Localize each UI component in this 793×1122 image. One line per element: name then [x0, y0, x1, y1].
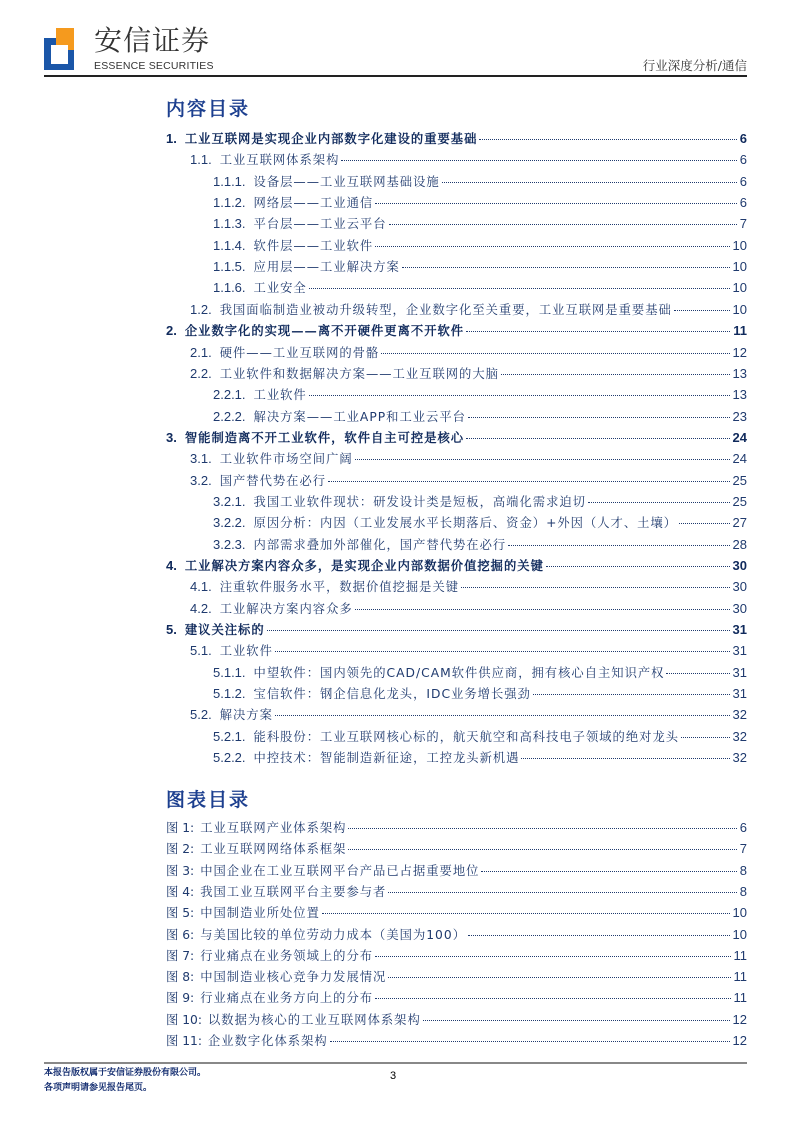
figure-entry[interactable] [166, 862, 747, 880]
figure-entry[interactable] [166, 926, 747, 944]
entry-number: 4.1. [190, 579, 212, 595]
toc-entry[interactable] [190, 600, 747, 618]
toc-entry[interactable] [213, 728, 747, 746]
entry-number: 1.1.4. [213, 237, 246, 253]
entry-label: 工业互联网是实现企业内部数字化建设的重要基础 [184, 131, 478, 146]
entry-page: 24 [732, 429, 747, 445]
entry-page: 6 [739, 131, 747, 146]
leader-dots [402, 267, 730, 268]
leader-dots [674, 310, 730, 311]
entry-page: 30 [732, 579, 747, 595]
entry-number: 3.1. [190, 451, 212, 467]
toc-entry[interactable] [213, 536, 747, 554]
entry-label: 工业解决方案内容众多，是实现企业内部数据价值挖掘的关键 [184, 558, 544, 573]
entry-label: 注重软件服务水平，数据价值挖掘是关键 [219, 580, 460, 595]
leader-dots [666, 673, 729, 674]
footer-disclaimer: 各项声明请参见报告尾页。 [44, 1083, 153, 1093]
entry-page: 6 [739, 152, 747, 168]
leader-dots [348, 828, 736, 829]
leader-dots [355, 459, 730, 460]
entry-label: 我国面临制造业被动升级转型，企业数字化至关重要，工业互联网是重要基础 [219, 302, 672, 317]
entry-page: 7 [739, 841, 747, 857]
leader-dots [322, 913, 730, 914]
leader-dots [521, 758, 729, 759]
entry-page: 30 [732, 600, 747, 616]
toc-entry[interactable] [213, 173, 747, 191]
figure-entry[interactable] [166, 819, 747, 837]
entry-label: 国产替代势在必行 [219, 473, 327, 488]
leader-dots [375, 246, 729, 247]
leader-dots [389, 224, 737, 225]
leader-dots [330, 1041, 730, 1042]
entry-page: 32 [732, 728, 747, 744]
figure-entry[interactable] [166, 947, 747, 965]
entry-number: 图 3: [166, 863, 195, 878]
leader-dots [681, 737, 729, 738]
entry-page: 28 [732, 536, 747, 552]
leader-dots [501, 374, 730, 375]
entry-label: 我国工业互联网平台主要参与者 [200, 884, 387, 899]
entry-number: 2.2.1. [213, 387, 246, 403]
leader-dots [275, 651, 730, 652]
entry-label: 能科股份：工业互联网核心标的，航天航空和高科技电子领域的绝对龙头 [253, 729, 680, 744]
entry-page: 10 [732, 905, 747, 921]
entry-number: 图 8: [166, 970, 195, 985]
entry-page: 12 [732, 344, 747, 360]
entry-label: 宝信软件：钢企信息化龙头，IDC业务增长强劲 [253, 687, 531, 702]
entry-number: 5.2.1. [213, 728, 246, 744]
figure-entry[interactable] [166, 968, 747, 986]
toc-entry[interactable] [213, 749, 747, 767]
toc-entry[interactable] [190, 151, 747, 169]
entry-label: 行业痛点在业务方向上的分布 [200, 991, 374, 1006]
entry-page: 10 [732, 280, 747, 296]
toc-entry[interactable] [190, 450, 747, 468]
toc-entry[interactable] [213, 493, 747, 511]
entry-number: 图 5: [166, 906, 195, 921]
entry-page: 27 [732, 515, 747, 531]
entry-number: 1.1.6. [213, 280, 246, 296]
entry-label: 解决方案——工业APP和工业云平台 [253, 409, 466, 424]
entry-label: 工业互联网网络体系框架 [200, 842, 347, 857]
entry-page: 31 [732, 664, 747, 680]
entry-label: 企业数字化体系架构 [208, 1034, 328, 1048]
entry-label: 工业软件 [219, 644, 273, 659]
entry-label: 工业解决方案内容众多 [219, 601, 353, 616]
header-divider [44, 75, 747, 77]
entry-number: 1. [166, 131, 177, 146]
entry-number: 图 1: [166, 821, 195, 835]
toc-entry[interactable] [166, 130, 747, 148]
figure-entry[interactable] [166, 840, 747, 858]
entry-number: 5.2.2. [213, 750, 246, 766]
entry-page: 11 [733, 323, 747, 339]
entry-page: 13 [732, 387, 747, 403]
entry-number: 5.2. [190, 707, 212, 723]
entry-number: 图 6: [166, 927, 195, 942]
leader-dots [381, 353, 729, 354]
entry-page: 11 [733, 947, 747, 963]
entry-number: 图 10: [166, 1012, 202, 1027]
entry-number: 1.1.2. [213, 195, 246, 211]
toc-entry[interactable] [166, 322, 747, 340]
leader-dots [468, 417, 730, 418]
leader-dots [546, 566, 730, 567]
toc-entry[interactable] [213, 664, 747, 682]
toc-entry[interactable] [190, 578, 747, 596]
entry-number: 2.1. [190, 344, 212, 360]
leader-dots [388, 892, 736, 893]
entry-page: 7 [739, 216, 747, 232]
logo [44, 28, 80, 70]
figure-entry[interactable] [166, 989, 747, 1007]
entry-label: 中控技术：智能制造新征途，工控龙头新机遇 [253, 751, 520, 766]
toc-entry[interactable] [190, 642, 747, 660]
entry-page: 12 [732, 1033, 747, 1048]
entry-number: 3.2.2. [213, 515, 246, 531]
figure-entry[interactable] [166, 1011, 747, 1029]
entry-page: 31 [732, 643, 747, 659]
entry-label: 解决方案 [219, 708, 273, 723]
footer-divider [44, 1062, 747, 1064]
leader-dots [479, 139, 736, 140]
toc-entry[interactable] [166, 557, 747, 575]
entry-page: 10 [732, 237, 747, 253]
figures-title: 图表目录 [166, 789, 251, 811]
entry-label: 工业安全 [253, 281, 307, 296]
leader-dots [388, 977, 730, 978]
leader-dots [468, 935, 730, 936]
leader-dots [355, 609, 730, 610]
toc-entry[interactable] [213, 514, 747, 532]
entry-label: 智能制造离不开工业软件，软件自主可控是核心 [184, 429, 465, 445]
leader-dots [341, 160, 736, 161]
entry-page: 6 [739, 820, 747, 835]
toc-entry[interactable] [213, 258, 747, 276]
leader-dots [588, 502, 730, 503]
toc-entry[interactable] [213, 408, 747, 426]
entry-page: 12 [732, 1011, 747, 1027]
figure-entry[interactable] [166, 904, 747, 922]
entry-number: 3.2.3. [213, 536, 246, 552]
entry-number: 4. [166, 558, 177, 573]
entry-number: 图 11: [166, 1034, 202, 1048]
toc-entry[interactable] [213, 237, 747, 255]
toc-entry[interactable] [166, 621, 747, 639]
entry-number: 2. [166, 323, 177, 339]
leader-dots [375, 998, 730, 999]
leader-dots [348, 849, 736, 850]
entry-page: 6 [739, 195, 747, 211]
toc-entry[interactable] [213, 215, 747, 233]
entry-label: 应用层——工业解决方案 [253, 260, 400, 275]
entry-label: 设备层——工业互联网基础设施 [253, 174, 440, 189]
brand-name-cn: 安信证券 [94, 24, 211, 57]
leader-dots [275, 715, 730, 716]
entry-number: 1.1.3. [213, 216, 246, 232]
leader-dots [423, 1020, 730, 1021]
figure-entry[interactable] [166, 1032, 747, 1050]
entry-number: 1.2. [190, 301, 212, 317]
entry-page: 10 [732, 259, 747, 275]
entry-label: 工业互联网体系架构 [219, 153, 340, 168]
entry-label: 内部需求叠加外部催化，国产替代势在必行 [253, 537, 507, 552]
entry-page: 32 [732, 707, 747, 723]
entry-page: 32 [732, 750, 747, 766]
leader-dots [508, 545, 729, 546]
entry-page: 8 [739, 862, 747, 878]
entry-label: 工业软件 [253, 388, 307, 403]
report-category: 行业深度分析/通信 [642, 58, 747, 73]
entry-page: 8 [739, 883, 747, 899]
entry-label: 工业软件市场空间广阔 [219, 452, 353, 467]
toc-entry[interactable] [190, 344, 747, 362]
entry-label: 中国制造业所处位置 [200, 906, 320, 921]
entry-number: 5.1.1. [213, 664, 246, 680]
entry-page: 6 [739, 173, 747, 189]
leader-dots [328, 481, 729, 482]
entry-label: 建议关注标的 [184, 622, 265, 638]
figure-entry[interactable] [166, 883, 747, 901]
entry-number: 1.1. [190, 152, 212, 168]
leader-dots [481, 871, 736, 872]
entry-label: 中国企业在工业互联网平台产品已占据重要地位 [200, 863, 480, 878]
entry-label: 以数据为核心的工业互联网体系架构 [208, 1012, 421, 1027]
entry-label: 原因分析：内因（工业发展水平长期落后、资金）+外因（人才、土壤） [253, 516, 678, 531]
toc-entry[interactable] [213, 386, 747, 404]
entry-page: 24 [732, 451, 747, 467]
toc-entry[interactable] [213, 279, 747, 297]
entry-label: 行业痛点在业务领域上的分布 [200, 948, 374, 963]
leader-dots [442, 182, 737, 183]
entry-label: 工业软件和数据解决方案——工业互联网的大脑 [219, 366, 499, 381]
entry-number: 1.1.5. [213, 259, 246, 275]
leader-dots [466, 438, 729, 439]
entry-label: 中望软件：国内领先的CAD/CAM软件供应商，拥有核心自主知识产权 [253, 665, 665, 680]
leader-dots [309, 288, 730, 289]
entry-label: 软件层——工业软件 [253, 238, 374, 253]
leader-dots [679, 523, 729, 524]
entry-number: 4.2. [190, 600, 212, 616]
entry-page: 31 [732, 622, 747, 638]
brand-name-en: ESSENCE SECURITIES [94, 60, 214, 72]
leader-dots [267, 630, 730, 631]
toc-entry[interactable] [190, 301, 747, 319]
entry-page: 10 [732, 301, 747, 317]
toc-entry[interactable] [166, 429, 747, 447]
entry-page: 10 [732, 926, 747, 942]
entry-label: 硬件——工业互联网的骨骼 [219, 345, 380, 360]
leader-dots [309, 395, 730, 396]
entry-number: 3.2.1. [213, 493, 246, 509]
entry-number: 5.1.2. [213, 686, 246, 702]
entry-label: 我国工业软件现状：研发设计类是短板，高端化需求迫切 [253, 494, 586, 509]
entry-number: 图 9: [166, 991, 195, 1006]
entry-page: 25 [732, 493, 747, 509]
entry-page: 11 [733, 969, 747, 985]
entry-page: 31 [732, 686, 747, 702]
entry-label: 与美国比较的单位劳动力成本（美国为100） [200, 927, 467, 942]
entry-number: 1.1.1. [213, 173, 246, 189]
leader-dots [375, 203, 737, 204]
entry-page: 30 [732, 558, 747, 573]
entry-page: 23 [732, 408, 747, 424]
toc-title: 内容目录 [166, 98, 251, 120]
leader-dots [466, 331, 730, 332]
leader-dots [461, 587, 729, 588]
toc-entry[interactable] [190, 365, 747, 383]
toc-entry[interactable] [190, 706, 747, 724]
page-number: 3 [390, 1070, 397, 1082]
toc-entry[interactable] [190, 472, 747, 490]
entry-number: 5. [166, 622, 177, 638]
toc-entry[interactable] [213, 194, 747, 212]
entry-number: 2.2. [190, 365, 212, 381]
entry-number: 2.2.2. [213, 408, 246, 424]
entry-label: 网络层——工业通信 [253, 196, 374, 211]
entry-number: 图 7: [166, 948, 195, 963]
entry-label: 中国制造业核心竞争力发展情况 [200, 970, 387, 985]
footer-copyright: 本报告版权属于安信证券股份有限公司。 [44, 1068, 207, 1078]
entry-label: 企业数字化的实现——离不开硬件更离不开软件 [184, 323, 465, 339]
leader-dots [375, 956, 730, 957]
entry-number: 3.2. [190, 472, 212, 488]
entry-label: 平台层——工业云平台 [253, 217, 387, 232]
leader-dots [533, 694, 730, 695]
toc-entry[interactable] [213, 685, 747, 703]
entry-number: 图 4: [166, 884, 195, 899]
entry-label: 工业互联网产业体系架构 [200, 821, 347, 835]
entry-number: 3. [166, 429, 177, 445]
entry-page: 11 [733, 990, 747, 1006]
entry-page: 25 [732, 472, 747, 488]
entry-number: 5.1. [190, 643, 212, 659]
entry-page: 13 [732, 365, 747, 381]
entry-number: 图 2: [166, 842, 195, 857]
